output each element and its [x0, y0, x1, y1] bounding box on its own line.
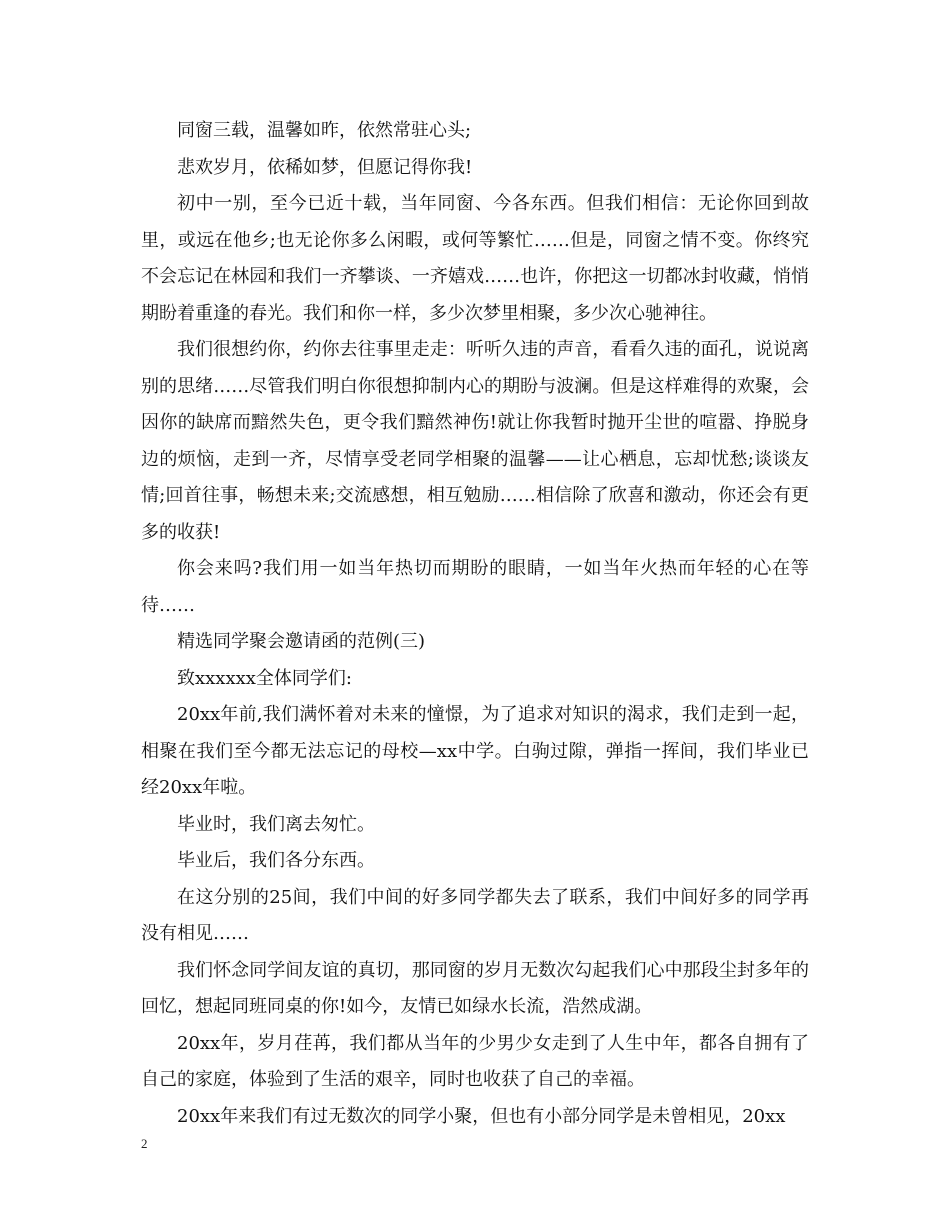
paragraph: 毕业时，我们离去匆忙。 — [177, 813, 375, 835]
section-heading: 精选同学聚会邀请函的范例(三) — [177, 631, 426, 652]
paragraph: 20xx年，岁月荏苒，我们都从当年的少男少女走到了人生中年，都各自拥有了自己的家庭，体验到了生活的艰辛，同时也收获了自己的幸福。 — [141, 1032, 809, 1090]
salutation: 致xxxxxx全体同学们: — [177, 667, 352, 689]
paragraph: 20xx年来我们有过无数次的同学小聚，但也有小部分同学是未曾相见，20xx — [177, 1105, 786, 1127]
paragraph: 初中一别，至今已近十载，当年同窗、今各东西。但我们相信：无论你回到故里，或远在他乡;也无论你多么闲暇，或何等繁忙……但是，同窗之情不变。你终究不会忘记在林园和我们一齐攀谈、一齐嬉戏……也许，你把这一切都冰封收藏，悄悄期盼着重逢的春光。我们和你一样，多少次梦里相聚，多少次心驰神往。 — [141, 193, 809, 324]
page-number: 2 — [141, 1136, 148, 1151]
paragraph: 我们很想约你，约你去往事里走走：听听久违的声音，看看久违的面孔，说说离别的思绪……尽管我们明白你很想抑制内心的期盼与波澜。但是这样难得的欢聚，会因你的缺席而黯然失色，更令我们黯然神伤!就让你我暂时抛开尘世的喧嚣、挣脱身边的烦恼，走到一齐，尽情享受老同学相聚的温馨——让心栖息，忘却忧愁;谈谈友情;回首往事，畅想未来;交流感想，相互勉励……相信除了欣喜和激动，你还会有更多的收获! — [141, 339, 809, 543]
paragraph: 同窗三载，温馨如昨，依然常驻心头; — [177, 120, 472, 141]
paragraph: 毕业后，我们各分东西。 — [177, 850, 375, 871]
paragraph: 悲欢岁月，依稀如梦，但愿记得你我! — [177, 156, 473, 178]
paragraph: 我们怀念同学间友谊的真切，那同窗的岁月无数次勾起我们心中那段尘封多年的回忆，想起同班同桌的你!如今，友情已如绿水长流，浩然成湖。 — [141, 959, 809, 1017]
paragraph: 在这分别的25间，我们中间的好多同学都失去了联系，我们中间好多的同学再没有相见…… — [141, 886, 809, 944]
paragraph: 你会来吗?我们用一如当年热切而期盼的眼睛，一如当年火热而年轻的心在等待…… — [141, 558, 809, 616]
paragraph: 20xx年前,我们满怀着对未来的憧憬，为了追求对知识的渴求，我们走到一起，相聚在我们至今都无法忘记的母校—xx中学。白驹过隙，弹指一挥间，我们毕业已经20xx年啦。 — [141, 704, 809, 798]
document-body — [141, 113, 809, 1135]
